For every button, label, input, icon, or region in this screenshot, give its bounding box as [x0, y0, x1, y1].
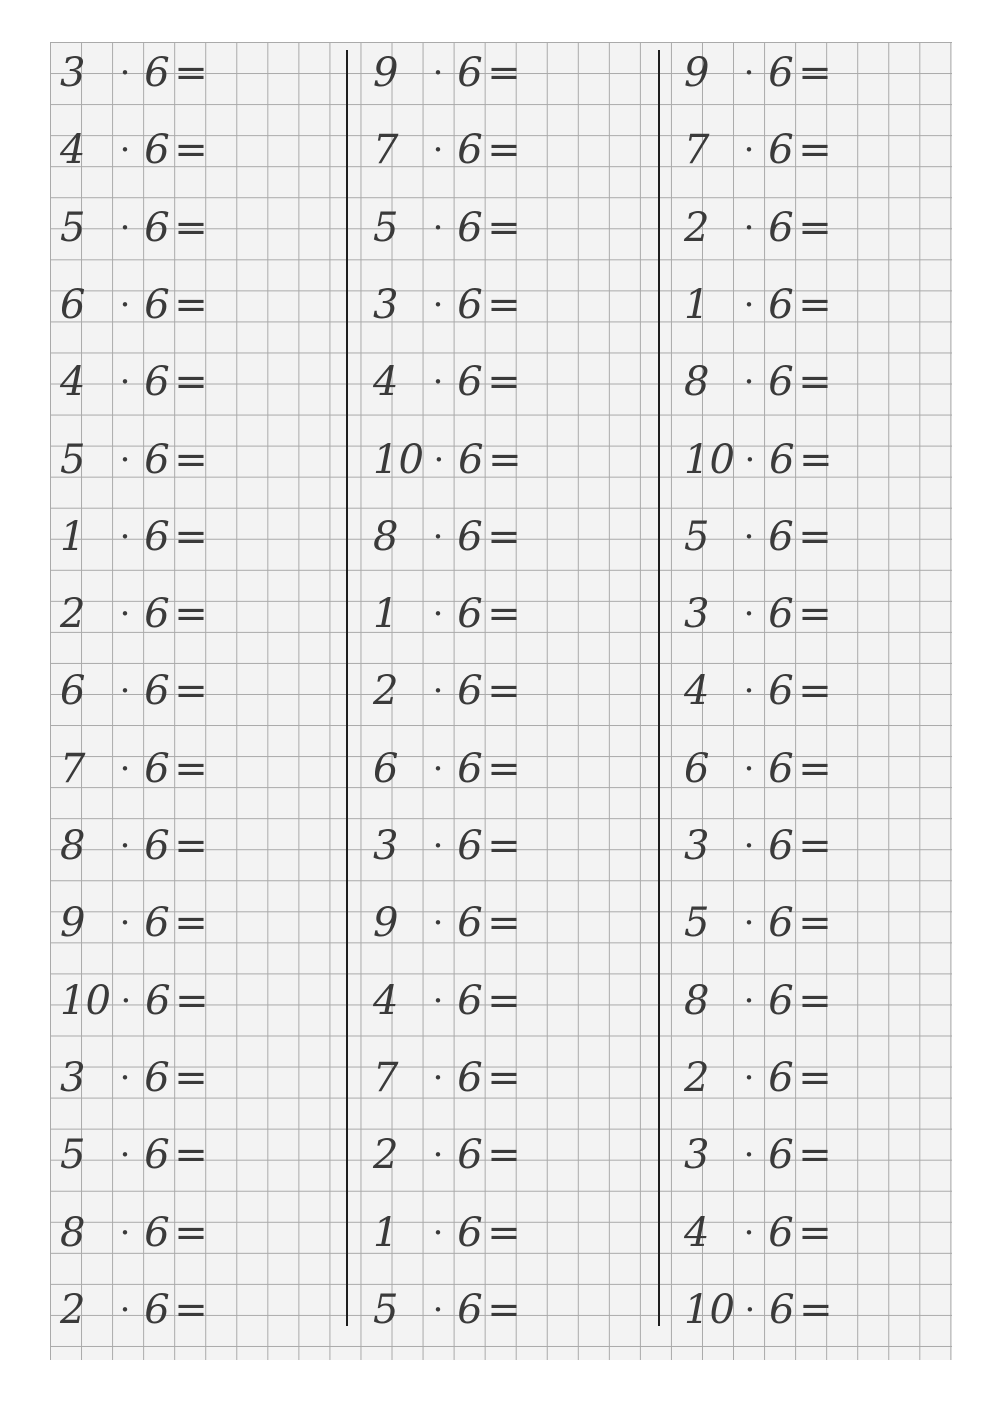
second-factor: 6 — [457, 900, 483, 947]
first-factor: 9 — [684, 50, 710, 96]
multiplication-problem — [373, 429, 522, 491]
equals-sign: = — [174, 1286, 208, 1333]
equals-sign: = — [798, 977, 832, 1024]
second-factor: 6 — [458, 436, 484, 483]
multiplication-problem — [60, 197, 208, 259]
second-factor: 6 — [457, 823, 483, 869]
second-factor: 6 — [768, 823, 794, 869]
multiply-dot: · — [744, 1289, 756, 1330]
second-factor: 6 — [457, 591, 483, 638]
second-factor: 6 — [457, 1132, 483, 1179]
multiply-dot: · — [119, 671, 131, 712]
second-factor: 6 — [144, 1054, 170, 1101]
first-factor: 10 — [684, 436, 735, 483]
first-factor: 2 — [684, 204, 710, 251]
multiplication-problem — [684, 660, 832, 722]
multiply-dot: · — [119, 594, 131, 635]
multiply-dot: · — [432, 826, 444, 866]
multiply-dot: · — [119, 903, 131, 944]
first-factor: 2 — [684, 1054, 710, 1101]
equals-sign: = — [174, 281, 208, 328]
multiplication-problem — [373, 815, 521, 877]
second-factor: 6 — [457, 745, 483, 792]
equals-sign: = — [488, 436, 522, 483]
multiply-dot: · — [119, 1212, 131, 1253]
multiply-dot: · — [743, 130, 755, 171]
equals-sign: = — [174, 668, 208, 715]
equals-sign: = — [174, 436, 208, 483]
equals-sign: = — [798, 591, 832, 638]
first-factor: 5 — [60, 1132, 86, 1179]
multiply-dot: · — [743, 207, 755, 248]
multiplication-problem — [373, 583, 521, 645]
equals-sign: = — [174, 1054, 208, 1101]
first-factor: 3 — [60, 1054, 86, 1101]
first-factor: 4 — [684, 1209, 710, 1256]
first-factor: 3 — [60, 50, 86, 96]
first-factor: 5 — [373, 1286, 399, 1333]
multiplication-problem — [373, 119, 521, 181]
multiplication-problem — [684, 1279, 833, 1341]
multiply-dot: · — [743, 284, 755, 325]
second-factor: 6 — [768, 1209, 794, 1256]
second-factor: 6 — [457, 513, 483, 560]
column-divider-line — [658, 50, 660, 1326]
first-factor: 4 — [60, 359, 86, 406]
second-factor: 6 — [144, 900, 170, 947]
equals-sign: = — [798, 127, 832, 174]
multiplication-problem — [373, 1047, 521, 1109]
equals-sign: = — [798, 745, 832, 792]
first-factor: 2 — [60, 591, 86, 638]
multiplication-problem — [373, 506, 521, 568]
multiplication-problem — [60, 970, 209, 1032]
multiplication-problem — [373, 738, 521, 800]
first-factor: 2 — [373, 1132, 399, 1179]
second-factor: 6 — [457, 1286, 483, 1333]
multiply-dot: · — [119, 53, 131, 93]
equals-sign: = — [798, 900, 832, 947]
multiply-dot: · — [119, 130, 131, 171]
first-factor: 5 — [684, 900, 710, 947]
multiplication-problem — [60, 815, 208, 877]
multiplication-problem — [373, 970, 521, 1032]
equals-sign: = — [487, 900, 521, 947]
multiply-dot: · — [432, 284, 444, 325]
multiplication-problem — [60, 1124, 208, 1186]
multiplication-problem — [684, 583, 832, 645]
second-factor: 6 — [144, 50, 170, 96]
multiply-dot: · — [743, 362, 755, 403]
problem-column-1 — [60, 42, 340, 1360]
first-factor: 2 — [60, 1286, 86, 1333]
first-factor: 3 — [684, 823, 710, 869]
multiplication-problem — [373, 274, 521, 336]
multiply-dot: · — [743, 1212, 755, 1253]
first-factor: 10 — [373, 436, 424, 483]
multiplication-problem — [684, 1047, 832, 1109]
multiplication-problem — [684, 42, 832, 104]
graph-paper-sheet — [50, 42, 952, 1360]
first-factor: 6 — [684, 745, 710, 792]
first-factor: 3 — [373, 823, 399, 869]
multiplication-problem — [60, 892, 208, 954]
second-factor: 6 — [768, 127, 794, 174]
multiply-dot: · — [432, 1135, 444, 1176]
equals-sign: = — [174, 127, 208, 174]
equals-sign: = — [487, 204, 521, 251]
multiplication-problem — [684, 892, 832, 954]
multiplication-problem — [60, 119, 208, 181]
first-factor: 5 — [373, 204, 399, 251]
multiply-dot: · — [743, 748, 755, 789]
multiply-dot: · — [119, 207, 131, 248]
multiplication-problem — [60, 1279, 208, 1341]
problem-column-3 — [684, 42, 952, 1360]
multiply-dot: · — [119, 748, 131, 789]
equals-sign: = — [487, 50, 521, 96]
multiply-dot: · — [432, 980, 444, 1021]
first-factor: 6 — [60, 281, 86, 328]
multiply-dot: · — [743, 53, 755, 93]
multiply-dot: · — [120, 980, 132, 1021]
multiply-dot: · — [743, 594, 755, 635]
first-factor: 3 — [684, 1132, 710, 1179]
equals-sign: = — [487, 745, 521, 792]
first-factor: 4 — [373, 977, 399, 1024]
second-factor: 6 — [144, 127, 170, 174]
multiplication-problem — [373, 892, 521, 954]
multiplication-problem — [60, 274, 208, 336]
multiply-dot: · — [432, 516, 444, 557]
second-factor: 6 — [457, 50, 483, 96]
equals-sign: = — [174, 359, 208, 406]
multiply-dot: · — [432, 1212, 444, 1253]
equals-sign: = — [174, 513, 208, 560]
second-factor: 6 — [768, 745, 794, 792]
equals-sign: = — [174, 823, 208, 869]
equals-sign: = — [174, 591, 208, 638]
equals-sign: = — [799, 1286, 833, 1333]
second-factor: 6 — [144, 823, 170, 869]
equals-sign: = — [487, 281, 521, 328]
multiplication-problem — [60, 506, 208, 568]
equals-sign: = — [798, 204, 832, 251]
multiply-dot: · — [743, 1057, 755, 1098]
equals-sign: = — [487, 1054, 521, 1101]
multiplication-problem — [684, 429, 833, 491]
first-factor: 4 — [60, 127, 86, 174]
second-factor: 6 — [457, 668, 483, 715]
multiply-dot: · — [432, 53, 444, 93]
equals-sign: = — [487, 823, 521, 869]
second-factor: 6 — [144, 591, 170, 638]
first-factor: 10 — [684, 1286, 735, 1333]
second-factor: 6 — [457, 359, 483, 406]
multiplication-problem — [373, 1279, 521, 1341]
equals-sign: = — [798, 513, 832, 560]
multiplication-problem — [373, 660, 521, 722]
multiplication-problem — [60, 351, 208, 413]
multiply-dot: · — [743, 826, 755, 866]
second-factor: 6 — [144, 668, 170, 715]
first-factor: 8 — [60, 823, 86, 869]
multiply-dot: · — [743, 671, 755, 712]
first-factor: 6 — [60, 668, 86, 715]
multiply-dot: · — [432, 594, 444, 635]
multiplication-problem — [60, 660, 208, 722]
multiplication-problem — [684, 197, 832, 259]
first-factor: 8 — [684, 359, 710, 406]
second-factor: 6 — [144, 1209, 170, 1256]
second-factor: 6 — [768, 1132, 794, 1179]
equals-sign: = — [798, 1132, 832, 1179]
equals-sign: = — [487, 977, 521, 1024]
equals-sign: = — [798, 1209, 832, 1256]
equals-sign: = — [174, 204, 208, 251]
first-factor: 3 — [684, 591, 710, 638]
multiplication-problem — [684, 815, 832, 877]
multiplication-problem — [373, 197, 521, 259]
multiply-dot: · — [432, 903, 444, 944]
multiplication-problem — [60, 429, 208, 491]
second-factor: 6 — [457, 1054, 483, 1101]
multiplication-problem — [684, 1124, 832, 1186]
first-factor: 6 — [373, 745, 399, 792]
multiply-dot: · — [432, 671, 444, 712]
first-factor: 3 — [373, 281, 399, 328]
second-factor: 6 — [144, 204, 170, 251]
first-factor: 7 — [373, 127, 399, 174]
second-factor: 6 — [457, 204, 483, 251]
equals-sign: = — [798, 281, 832, 328]
first-factor: 8 — [684, 977, 710, 1024]
multiplication-problem — [373, 1202, 521, 1264]
multiply-dot: · — [119, 1057, 131, 1098]
equals-sign: = — [174, 50, 208, 96]
multiplication-problem — [60, 1202, 208, 1264]
second-factor: 6 — [769, 436, 795, 483]
first-factor: 9 — [373, 50, 399, 96]
second-factor: 6 — [768, 513, 794, 560]
first-factor: 10 — [60, 977, 111, 1024]
equals-sign: = — [174, 900, 208, 947]
equals-sign: = — [174, 1132, 208, 1179]
first-factor: 5 — [60, 204, 86, 251]
second-factor: 6 — [768, 359, 794, 406]
multiplication-problem — [60, 42, 208, 104]
second-factor: 6 — [457, 127, 483, 174]
multiplication-problem — [684, 506, 832, 568]
equals-sign: = — [487, 513, 521, 560]
first-factor: 1 — [60, 513, 86, 560]
second-factor: 6 — [457, 977, 483, 1024]
first-factor: 7 — [60, 745, 86, 792]
second-factor: 6 — [768, 1054, 794, 1101]
second-factor: 6 — [768, 281, 794, 328]
multiplication-problem — [60, 1047, 208, 1109]
first-factor: 1 — [373, 591, 399, 638]
equals-sign: = — [487, 668, 521, 715]
multiplication-problem — [684, 1202, 832, 1264]
first-factor: 1 — [684, 281, 710, 328]
second-factor: 6 — [145, 977, 171, 1024]
equals-sign: = — [487, 591, 521, 638]
second-factor: 6 — [768, 977, 794, 1024]
multiply-dot: · — [743, 980, 755, 1021]
first-factor: 8 — [373, 513, 399, 560]
first-factor: 2 — [373, 668, 399, 715]
multiply-dot: · — [744, 439, 756, 480]
second-factor: 6 — [768, 50, 794, 96]
second-factor: 6 — [769, 1286, 795, 1333]
multiply-dot: · — [433, 439, 445, 480]
equals-sign: = — [487, 1286, 521, 1333]
first-factor: 8 — [60, 1209, 86, 1256]
equals-sign: = — [798, 668, 832, 715]
problem-column-2 — [373, 42, 653, 1360]
multiply-dot: · — [743, 1135, 755, 1176]
multiplication-problem — [373, 351, 521, 413]
multiplication-problem — [684, 274, 832, 336]
equals-sign: = — [487, 359, 521, 406]
equals-sign: = — [174, 1209, 208, 1256]
first-factor: 7 — [684, 127, 710, 174]
equals-sign: = — [487, 127, 521, 174]
second-factor: 6 — [768, 900, 794, 947]
second-factor: 6 — [144, 513, 170, 560]
first-factor: 5 — [60, 436, 86, 483]
first-factor: 9 — [60, 900, 86, 947]
equals-sign: = — [798, 1054, 832, 1101]
multiplication-problem — [684, 119, 832, 181]
first-factor: 5 — [684, 513, 710, 560]
first-factor: 7 — [373, 1054, 399, 1101]
second-factor: 6 — [768, 668, 794, 715]
multiply-dot: · — [743, 903, 755, 944]
second-factor: 6 — [144, 281, 170, 328]
multiply-dot: · — [432, 748, 444, 789]
multiplication-problem — [60, 583, 208, 645]
multiplication-problem — [684, 738, 832, 800]
column-divider-line — [346, 50, 348, 1326]
multiplication-problem — [373, 42, 521, 104]
multiply-dot: · — [743, 516, 755, 557]
equals-sign: = — [174, 745, 208, 792]
second-factor: 6 — [144, 359, 170, 406]
multiply-dot: · — [119, 516, 131, 557]
first-factor: 1 — [373, 1209, 399, 1256]
multiply-dot: · — [119, 439, 131, 480]
multiplication-problem — [373, 1124, 521, 1186]
multiplication-problem — [684, 351, 832, 413]
multiply-dot: · — [119, 1135, 131, 1176]
second-factor: 6 — [144, 745, 170, 792]
second-factor: 6 — [144, 1132, 170, 1179]
first-factor: 4 — [684, 668, 710, 715]
multiplication-problem — [60, 738, 208, 800]
second-factor: 6 — [144, 436, 170, 483]
equals-sign: = — [175, 977, 209, 1024]
multiply-dot: · — [119, 362, 131, 403]
first-factor: 9 — [373, 900, 399, 947]
equals-sign: = — [487, 1132, 521, 1179]
multiply-dot: · — [432, 130, 444, 171]
second-factor: 6 — [457, 1209, 483, 1256]
second-factor: 6 — [457, 281, 483, 328]
multiply-dot: · — [432, 1057, 444, 1098]
multiply-dot: · — [432, 1289, 444, 1330]
equals-sign: = — [798, 359, 832, 406]
second-factor: 6 — [768, 204, 794, 251]
equals-sign: = — [798, 823, 832, 869]
multiply-dot: · — [432, 362, 444, 403]
equals-sign: = — [798, 50, 832, 96]
first-factor: 4 — [373, 359, 399, 406]
multiplication-problem — [684, 970, 832, 1032]
second-factor: 6 — [144, 1286, 170, 1333]
equals-sign: = — [487, 1209, 521, 1256]
multiply-dot: · — [119, 1289, 131, 1330]
equals-sign: = — [799, 436, 833, 483]
second-factor: 6 — [768, 591, 794, 638]
multiply-dot: · — [432, 207, 444, 248]
multiply-dot: · — [119, 284, 131, 325]
multiply-dot: · — [119, 826, 131, 866]
